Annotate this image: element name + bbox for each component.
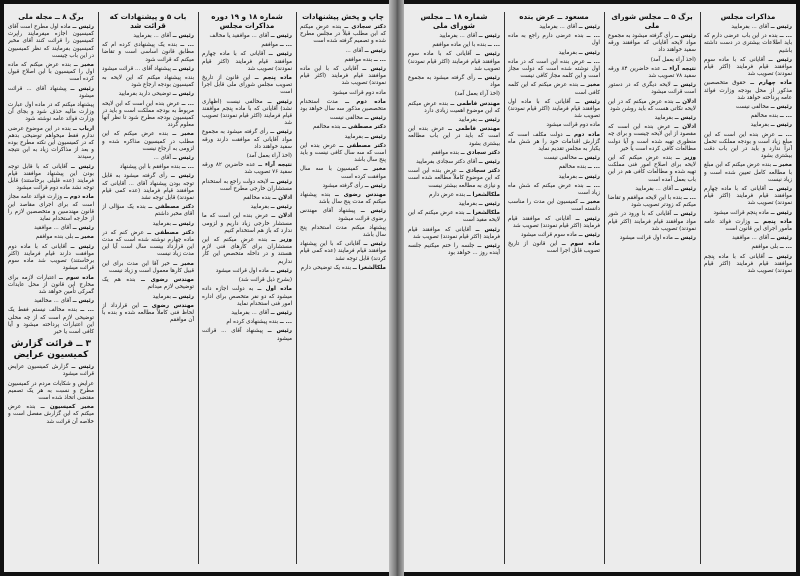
paragraph: (اخذ آراء بعمل آمد)	[650, 56, 696, 63]
speaker-name: رئیس ــ	[575, 215, 600, 222]
speaker-name: رئیس ــ	[770, 104, 792, 111]
speaker-name: رئیس ــ	[270, 309, 292, 316]
paragraph: ماده سوم ــ اعتبارات لازمه برای مخارج این قانون از محل عایدات گمرکی تأمین خواهد شد	[8, 274, 94, 295]
paragraph: ... ــ بنده با این لایحه موافقم و تقاضا میکنم که زودتر تصویب شود	[608, 195, 696, 209]
speaker-name: ... ــ	[587, 164, 600, 171]
speaker-name: دکتر مصطفی ــ	[342, 124, 386, 131]
paragraph: رئیس ــ ماده پنجم قرائت میشود	[713, 209, 792, 216]
paragraph: رئیس ــ آقای ... بفرمایید	[133, 33, 194, 39]
speaker-name: وزیر ــ	[675, 155, 696, 162]
column-rule	[98, 12, 99, 564]
left-page-column-1	[300, 10, 386, 566]
speaker-name: رئیس ــ	[477, 75, 500, 82]
speaker-name: ماده دوم ــ	[63, 194, 94, 201]
paragraph: ... ــ بنده مخالفم	[750, 113, 792, 120]
paragraph: رئیس ــ بفرمایید	[152, 220, 194, 227]
paragraph: رئیس ــ بفرمایید	[654, 115, 696, 122]
paragraph: رئیس ــ گزارش کمیسیون عرایض قرائت میشود	[8, 364, 94, 378]
paragraph: رئیس ــ مخالفی نیست	[329, 115, 386, 122]
column-body	[704, 24, 792, 275]
speaker-name: دکتر مصطفی ــ	[339, 142, 386, 149]
speaker-name: رئیس ــ	[362, 66, 386, 73]
paragraph: ... ــ بنده مخالفم	[558, 164, 600, 171]
speaker-name: رئیس ــ	[267, 98, 292, 105]
speaker-name: ماده دوم ــ	[566, 131, 600, 138]
paragraph: رئیس ــ رأی گرفته میشود به مجموع مواد آقایانی که موافقت دارند ورقه سفید خواهند داد	[202, 129, 292, 150]
paragraph: ماده دوم ــ مدت استخدام متخصصین مذکور سه سال خواهد بود	[300, 98, 386, 113]
paragraph: رئیس ــ آقایانی که با ماده سوم موافقند قیام فرمایند (اکثر قیام نمودند) تصویب شد	[408, 51, 500, 72]
speaker-name: رئیس ــ	[770, 235, 792, 242]
speaker-name: رئیس ــ	[768, 253, 792, 260]
speaker-name: رئیس ــ	[172, 33, 194, 39]
speaker-name: رئیس ــ	[475, 51, 500, 58]
paragraph: رئیس ــ بفرمایید	[458, 201, 500, 208]
paragraph: رئیس ــ آقای ... موافقید	[732, 235, 792, 242]
speaker-name: رئیس ــ	[578, 49, 600, 56]
paragraph: ماده دوم ــ دولت مکلف است که گزارش اقدامات خود را هر شش ماه یکبار به مجلس تقدیم نماید	[508, 131, 600, 153]
paragraph: دکتر مصطفی ــ بنده مخالفم	[313, 124, 386, 131]
paragraph: ... ــ موافقم	[261, 42, 292, 49]
column-body	[608, 33, 696, 242]
column-body	[8, 364, 94, 426]
right-page-column-2	[608, 10, 696, 566]
right-page-column-1	[704, 10, 792, 566]
paragraph: رئیس ــ آقای ...	[345, 47, 386, 54]
right-page	[404, 4, 796, 572]
column-body	[300, 24, 386, 272]
speaker-name: ملکالشعرا ــ	[466, 191, 500, 198]
speaker-name: وزیر ــ	[271, 237, 292, 244]
speaker-name: ماده پنجم ــ	[754, 218, 792, 225]
speaker-name: ادلان ــ	[272, 195, 292, 202]
paragraph: رئیس ــ مخالفی نیست	[543, 155, 600, 162]
paragraph: ماده پنجم ــ این قانون از تاریخ تصویب مجلس شورای ملی قابل اجرا است	[202, 75, 292, 96]
paragraph: پیشنهاد میکنم که در ماده اول عبارت وزارت مالیه حذف شود و بجای آن وزارت فوائد عامه نوشته شود	[8, 102, 94, 123]
speaker-name: مخبر ــ	[173, 260, 194, 267]
speaker-name: رئیس ــ	[72, 24, 94, 30]
paragraph: رئیس ــ آقایانی که با ورود در شور مواد موافقند قیام فرمایند (اکثر قیام نمودند) تصویب شد	[608, 211, 696, 232]
column-body	[102, 33, 194, 324]
speaker-name: مهندس فاطمی ــ	[448, 126, 500, 133]
paragraph: ... ــ بنده در این باب عرضی دارم که باید اطلاعات بیشتری در دست داشته باشیم	[704, 33, 792, 54]
paragraph: مهندس فاطمی ــ عرض بنده این است که باید در این باب مطالعه بیشتری بشود	[408, 126, 500, 147]
speaker-name: رئیس ــ	[71, 364, 94, 371]
paragraph: رئیس ــ رأی گرفته میشود به مجموع مواد	[408, 75, 500, 89]
column-header: مذاکرات مجلس	[720, 12, 776, 21]
paragraph: رئیس ــ آقای ... بفرمایید	[439, 33, 500, 39]
speaker-name: ... ــ	[779, 244, 792, 251]
speaker-name: رئیس ــ	[270, 178, 292, 185]
paragraph: رئیس ــ آقایانی که با ماده چهارم موافقند قیام فرمایند (اکثر قیام نمودند) تصویب شد	[704, 186, 792, 207]
speaker-name: نتیجه آراء ــ	[662, 65, 696, 72]
paragraph: دکتر سجادی ــ عرض بنده این است که این موضوع کاملاً مطالعه شده است و نیازی به مطالعه بیشتر نیست	[408, 168, 500, 189]
speaker-name: رئیس ــ	[364, 115, 386, 122]
speaker-name: رئیس ــ	[364, 47, 386, 54]
paragraph: وزیر ــ بنده عرض میکنم که این لایحه برای اصلاح امور فنی مملکت تهیه شده و مطالعات کافی هم در این باب بعمل آمده است	[608, 155, 696, 183]
paragraph: ماده سوم ــ این قانون از تاریخ تصویب قابل اجرا است	[508, 241, 600, 255]
speaker-name: مخبر ــ	[73, 62, 94, 69]
paragraph: ماده دوم قرائت میشود	[546, 122, 600, 129]
speaker-name: ... ــ	[279, 319, 292, 326]
speaker-name: رئیس ــ	[578, 232, 600, 239]
paragraph: ... ــ بنده عرض میکنم که شش ماه زیاد است	[508, 182, 600, 197]
column-rule	[198, 12, 199, 564]
column-body	[408, 33, 500, 257]
column-header: باب ۵ و پیشنهادات که قرائت شد	[109, 12, 187, 30]
speaker-name: ... ــ	[373, 56, 386, 63]
speaker-name: رئیس ــ	[172, 91, 194, 98]
paragraph: ... ــ بنده مخالف نیستم فقط یک توضیحی لازم است که از چه محلی این اعتبارات پرداخته میشود و آیا کافی است یا خیر	[8, 307, 94, 335]
paragraph: ... ــ عرض بنده این است که این مبلغ زیاد است و بودجه مملکت تحمل آنرا ندارد و باید در این باب دقت بیشتری بشود	[704, 131, 792, 160]
paragraph: رئیس ــ ماده اول قرائت میشود	[619, 235, 696, 242]
paragraph: رئیس ــ توضیحی دارید بفرمایید	[118, 91, 194, 98]
speaker-name: رئیس ــ	[578, 173, 600, 180]
paragraph: ادلان ــ عرض بنده این است که مقصود از این لایحه چیست و برای چه منظوری تهیه شده است و آیا دولت مطالعات کافی کرده است یا خیر	[608, 124, 696, 152]
speaker-name: رئیس ــ	[673, 211, 696, 218]
column-body	[202, 33, 292, 343]
speaker-name: ... ــ	[80, 307, 94, 314]
speaker-name: مخبر ــ	[363, 166, 386, 173]
paragraph: رئیس ــ آقای دکتر سجادی بفرمایید	[416, 159, 500, 166]
paragraph: ... ــ عرض بنده این است که در ماده اول نوشته شده است که دولت مجاز است و این کلمه مجاز کافی نیست	[508, 58, 600, 80]
paragraph: ماده پنجم ــ وزارت فوائد عامه مأمور اجرای این قانون است	[704, 218, 792, 233]
speaker-name: رئیس ــ	[172, 65, 194, 72]
paragraph: رئیس ــ آقایانی که با این ماده موافقند قیام فرمایند (اکثر قیام نمودند) تصویب شد	[300, 66, 386, 87]
speaker-name: ... ــ	[180, 42, 194, 49]
speaker-name: رئیس ــ	[674, 115, 696, 122]
paragraph: ملکالشعرا ــ بنده عرض دارم	[428, 191, 500, 198]
speaker-name: ... ــ	[778, 131, 792, 138]
paragraph: رئیس ــ آقایانی که با ماده دوم موافقت دارند قیام فرمایند (اکثر برخاستند) تصویب شد ماده سوم قرائت میشود	[8, 243, 94, 272]
paragraph: رئیس ــ لایحه دولت راجع به استخدام مستشاران خارجی مطرح است	[202, 178, 292, 192]
paragraph: ... ــ بنده موافقم	[344, 56, 386, 63]
column-header: مسعود ــ عرض بنده	[519, 12, 589, 21]
speaker-name: رئیس ــ	[267, 328, 292, 335]
paragraph: مخبر ــ بنده عرض میکنم که این مبلغ با مطالعه کامل تعیین شده است و زیاد نیست	[704, 162, 792, 183]
paragraph: ملکالشعرا ــ بنده یک توضیحی دارم	[300, 264, 386, 271]
paragraph: ... ــ بلی موافقم	[751, 244, 792, 251]
paragraph: دکتر مصطفی ــ بنده یک سؤالی از آقای مخبر داشتم	[102, 204, 194, 218]
paragraph: رئیس ــ آقای ... بفرمایید	[731, 24, 792, 30]
scan-border-right	[796, 0, 800, 576]
speaker-name: رئیس ــ	[171, 173, 194, 180]
speaker-name: مخبر کمیسیون ــ	[40, 404, 94, 411]
speaker-name: رئیس ــ	[72, 298, 94, 305]
left-page-column-4	[8, 10, 94, 566]
speaker-name: رئیس ــ	[770, 24, 792, 30]
right-page-column-4	[408, 10, 500, 566]
speaker-name: مخبر ــ	[580, 82, 600, 89]
speaker-name: رئیس ــ	[70, 163, 94, 170]
paragraph: رئیس ــ رأی گرفته میشود	[322, 182, 386, 189]
paragraph: بنده پیشنهاد میکنم که این لایحه به کمیسیون بودجه ارجاع شود	[102, 75, 194, 89]
paragraph: ... ــ عرض بنده این است که این لایحه مربوط به بودجه مملکت است و باید در کمیسیون بودجه مطرح شود تا نظر آنها معلوم گردد	[102, 100, 194, 129]
paragraph: رئیس ــ آقایانی که با قابل توجه بودن این پیشنهاد موافقند قیام فرمایند (عده قلیلی برخاستند) قابل توجه نشد ماده دوم قرائت میشود	[8, 163, 94, 192]
paragraph: رئیس ــ لایحه دیگری که در دستور است قرائت میشود	[608, 82, 696, 96]
paragraph: رئیس ــ بفرمایید	[558, 173, 600, 180]
speaker-name: ادلان ــ	[271, 213, 292, 220]
paragraph: نتیجه آراء ــ عده حاضرین ۸۴ ورقه سفید ۷۸ تصویب شد	[608, 65, 696, 80]
paragraph: رئیس ــ بفرمایید	[458, 117, 500, 124]
paragraph: وزیر ــ بنده عرض میکنم که این مستشاران برای کارهای فنی لازم هستند و در داخله متخصص این کار نداریم	[202, 237, 292, 265]
speaker-name: ... ــ	[779, 33, 792, 40]
left-page-column-3	[102, 10, 194, 566]
column-header: شماره ۱۸ ــ مجلس شورای ملی	[420, 12, 488, 30]
speaker-name: رئیس ــ	[70, 243, 94, 250]
speaker-name: رئیس ــ	[363, 241, 386, 248]
paragraph: رئیس ــ بفرمایید	[250, 204, 292, 211]
speaker-name: ماده چهارم ــ	[750, 80, 792, 87]
column-header: برگ ۸ ــ مجله ملی	[18, 12, 84, 21]
paragraph: رئیس ــ پیشنهاد آقای مهندس رضوی قرائت میشود	[300, 208, 386, 222]
speaker-name: رئیس ــ	[578, 24, 600, 30]
paragraph: رئیس ــ پیشنهاد آقای ... قرائت میشود	[8, 85, 94, 99]
column-header: برگ ۵ ــ مجلس شورای ملی	[611, 12, 693, 30]
speaker-name: رئیس ــ	[270, 267, 292, 274]
speaker-name: ... ــ	[587, 58, 600, 65]
paragraph: رئیس ــ ماده اول قرائت میشود	[215, 267, 292, 274]
paragraph: رئیس ــ پیشنهاد آقای ... قرائت میشود	[102, 65, 194, 72]
paragraph: ... ــ بنده با این ماده موافقم	[432, 42, 500, 49]
paragraph: ماده دوم قرائت میشود	[332, 89, 386, 96]
speaker-name: رئیس ــ	[478, 159, 500, 166]
speaker-name: رئیس ــ	[478, 33, 500, 39]
paragraph: ... ــ بنده یک پیشنهادی کرده ام که مطابق قانون اساسی است و تقاضا میکنم که قرائت شود	[102, 42, 194, 63]
column-body	[508, 24, 600, 256]
speaker-name: رئیس ــ	[674, 33, 696, 39]
speaker-name: رئیس ــ	[478, 117, 500, 124]
paragraph: رئیس ــ جلسه را ختم میکنیم جلسه آینده روز ... خواهد بود	[408, 243, 500, 257]
speaker-name: دکتر سجادی ــ	[344, 24, 386, 30]
paragraph: رئیس ــ آقایانی که موافقند قیام فرمایند (اکثر قیام نمودند) تصویب شد	[408, 226, 500, 240]
speaker-name: ادلان ــ	[675, 98, 696, 105]
speaker-name: مهندس رضوی ــ	[143, 302, 194, 309]
paragraph: رئیس ــ آقایانی که با ماده چهارم موافقند قیام فرمایند (اکثر قیام نمودند) تصویب شد	[202, 51, 292, 72]
paragraph: رئیس ــ آقای ... بفرمایید	[635, 185, 696, 192]
paragraph: مهندس فاطمی ــ بنده عرض میکنم که این موضوع اهمیت زیادی دارد	[408, 100, 500, 114]
paragraph: رئیس ــ آقایانی که با ماده اول موافقند قیام فرمایند (اکثر قیام نمودند) تصویب شد	[508, 98, 600, 120]
paragraph: ماده چهارم ــ حقوق متخصصین مذکور از محل بودجه وزارت فوائد عامه پرداخته خواهد شد	[704, 80, 792, 101]
paragraph: مخبر ــ کمیسیون با سه سال موافقت کرده است	[300, 166, 386, 180]
paragraph: رئیس ــ مخالفی نیست (اظهاری نشد) آقایانی که با ماده پنجم موافقند قیام فرمایند (اکثر قیام نمودند) تصویب شد	[202, 98, 292, 127]
speaker-name: ماده پنجم ــ	[254, 75, 292, 82]
column-body	[8, 24, 94, 336]
speaker-name: ماده سوم ــ	[58, 274, 94, 281]
paragraph: ملکالشعرا ــ بنده عرض میکنم که این لایحه مفید است	[408, 210, 500, 224]
speaker-name: رئیس ــ	[70, 85, 94, 92]
paragraph: رئیس ــ بفرمایید	[152, 293, 194, 300]
speaker-name: مهندس رضوی ــ	[335, 192, 386, 199]
paragraph: مخبر ــ بنده عرض میکنم که ماده اول را کمیسیون با این اصلاح قبول کرده است	[8, 62, 94, 83]
paragraph: دکتر مصطفی ــ عرض بنده این است که سه سال کافی نیست و باید پنج سال باشد	[300, 142, 386, 164]
speaker-name: ادلان ــ	[674, 124, 696, 131]
paragraph: پیشنهاد میکنم مدت استخدام پنج سال باشد	[300, 224, 386, 239]
speaker-name: رئیس ــ	[172, 220, 194, 227]
paragraph: رئیس ــ مخالفی نیست	[735, 104, 792, 111]
paragraph: رئیس ــ بفرمایید	[750, 122, 792, 129]
book-gutter	[389, 0, 404, 576]
paragraph: مخبر ــ کمیسیون این مدت را مناسب دانسته است	[508, 199, 600, 213]
column-rule	[700, 12, 701, 564]
paragraph: رئیس ــ پیشنهاد آقای ... قرائت میشود	[202, 328, 292, 342]
speaker-name: ماده اول ــ	[257, 286, 292, 293]
paragraph: رئیس ــ آقایانی که با ماده پنجم موافقند قیام فرمایند (اکثر قیام نمودند) تصویب شد	[704, 253, 792, 275]
column-header: چاپ و پخش پیشنهادات	[302, 12, 384, 21]
speaker-name: دکتر سجادی ــ	[460, 149, 500, 156]
speaker-name: دکتر مصطفی ــ	[148, 204, 194, 211]
paragraph: رئیس ــ آقایانی که موافقند قیام فرمایند (اکثر قیام نمودند) تصویب شد	[508, 215, 600, 229]
paragraph: مخبر ــ بنده عرض میکنم که این کلمه کافی است	[508, 82, 600, 96]
speaker-name: رئیس ــ	[172, 155, 194, 162]
speaker-name: ماده دوم ــ	[345, 98, 386, 105]
paragraph: مخبر کمیسیون ــ بنده عرض میکنم که این گزارش مفصل است و خلاصه آن قرائت شد	[8, 404, 94, 425]
speaker-name: مهندس رضوی ــ	[141, 277, 194, 284]
paragraph: مخبر ــ خیر آقا این مدت برای این قبیل کارها معمول است و زیاد نیست	[102, 260, 194, 274]
paragraph: مخبر ــ بلی بنده موافقم	[35, 234, 94, 241]
paragraph: دکتر مصطفی ــ عرض کنم که در ماده چهارم نوشته شده است که مدت این قرارداد بیست سال است آیا این مدت زیاد نیست	[102, 229, 194, 258]
speaker-name: رئیس ــ	[477, 243, 500, 250]
column-rule	[504, 12, 505, 564]
speaker-name: رئیس ــ	[475, 226, 500, 233]
paragraph: ماده اول ــ به دولت اجازه داده میشود که دو نفر متخصص برای اداره امور فنی استخدام نماید	[202, 286, 292, 307]
paragraph: رئیس ــ آقایانی که با این پیشنهاد موافقند قیام فرمایند (عده کمی قیام کردند) قابل توجه نشد	[300, 241, 386, 262]
paragraph: مخبر ــ بنده عرض میکنم که این مطلب در کمیسیون مذاکره شده و لزومی به ارجاع نیست	[102, 131, 194, 152]
column-rule	[604, 12, 605, 564]
speaker-name: ملکالشعرا ــ	[466, 210, 500, 217]
paragraph: ادلان ــ عرض بنده این است که ما مستشار خارجی زیاد داریم و لزومی ندارد که باز هم استخدام کنیم	[202, 213, 292, 234]
speaker-name: مهندس فاطمی ــ	[450, 100, 500, 107]
speaker-name: ... ــ	[683, 195, 696, 202]
paragraph: رئیس ــ آقای ... بفرمایید	[231, 309, 292, 316]
speaker-name: رئیس ــ	[578, 155, 600, 162]
section-heading: ۳ ــ قرائت گزارش کمیسیون عرایض	[10, 339, 92, 361]
speaker-name: رئیس ــ	[575, 98, 600, 105]
paragraph: ماده دوم ــ وزارت فوائد عامه مجاز است که برای اجرای مقاصد این قانون مهندسین و متخصصین لازم را از خارجه استخدام نماید	[8, 194, 94, 223]
paragraph: رئیس ــ رأی گرفته میشود به قابل توجه بودن پیشنهاد آقای ... آقایانی که موافقند قیام فرمایند (عده کمی قیام نمودند) قابل توجه نشد	[102, 173, 194, 202]
speaker-name: رئیس ــ	[270, 33, 292, 39]
paragraph: رئیس ــ آقای ... موافقید یا مخالف	[209, 33, 292, 39]
speaker-name: دکتر سجادی ــ	[459, 168, 500, 175]
paragraph: (اخذ آراء بعمل آمد)	[246, 153, 292, 160]
speaker-name: ... ــ	[181, 164, 194, 171]
paragraph: نتیجه آراء ــ عده حاضرین ۸۲ ورقه سفید ۷۶ تصویب شد	[202, 162, 292, 176]
paragraph: رئیس ــ بفرمایید	[558, 49, 600, 56]
paragraph: ارباب ــ بنده در این موضوع عرضی ندارم فقط میخواهم توضیحی بدهم که در کمیسیون این نکته مطرح بوده و بعد از مذاکرات زیاد به این نتیجه رسیدند	[8, 125, 94, 161]
paragraph: رئیس ــ آقای ...	[153, 155, 194, 162]
right-page-column-3	[508, 10, 600, 566]
speaker-name: رئیس ــ	[270, 129, 292, 136]
speaker-name: رئیس ــ	[770, 209, 792, 216]
speaker-name: رئیس ــ	[72, 225, 94, 232]
speaker-name: ماده سوم ــ	[561, 241, 600, 248]
speaker-name: رئیس ــ	[673, 82, 696, 89]
column-header: شماره ۱۸ و ۱۹ دوره مذاکرات مجلس	[211, 12, 283, 30]
speaker-name: ... ــ	[586, 33, 600, 40]
paragraph: ... ــ بنده پیشنهادی کرده ام	[226, 319, 292, 326]
speaker-name: دکتر مصطفی ــ	[147, 229, 194, 236]
paragraph: ادلان ــ بنده مخالفم	[243, 195, 292, 202]
speaker-name: رئیس ــ	[768, 56, 792, 63]
speaker-name: رئیس ــ	[360, 208, 386, 215]
speaker-name: رئیس ــ	[268, 51, 292, 58]
paragraph: رئیس ــ آقای ... مخالفید	[34, 298, 94, 305]
paragraph: رئیس ــ ماده سوم قرائت میشود	[521, 232, 600, 239]
speaker-name: رئیس ــ	[364, 133, 386, 140]
paragraph: ادلان ــ بنده عرض میکنم که در این لایحه نکاتی هست که باید روشن شود	[608, 98, 696, 112]
speaker-name: رئیس ــ	[674, 235, 696, 242]
left-page-column-2	[202, 10, 292, 566]
paragraph: رئیس ــ بفرمایید	[344, 133, 386, 140]
speaker-name: رئیس ــ	[172, 293, 194, 300]
speaker-name: مخبر ــ	[580, 199, 600, 206]
paragraph: رئیس ــ آقای ... بفرمایید	[539, 24, 600, 30]
speaker-name: ... ــ	[181, 100, 194, 107]
speaker-name: ... ــ	[586, 182, 600, 189]
speaker-name: رئیس ــ	[769, 186, 792, 193]
paragraph: مهندس رضوی ــ این قرارداد از لحاظ فنی کاملاً مطالعه شده و بنده با آن موافقم	[102, 302, 194, 324]
paragraph: عرایض و شکایات مردم در کمیسیون مطرح و نسبت به هر یک تصمیم مقتضی اتخاذ شده است	[8, 380, 94, 401]
speaker-name: ارباب ــ	[72, 125, 94, 132]
speaker-name: مخبر ــ	[74, 234, 94, 241]
speaker-name: ... ــ	[487, 42, 500, 49]
paragraph: ... ــ بنده موافقم با این پیشنهاد	[119, 164, 194, 171]
paragraph: رئیس ــ آقایانی که با ماده سوم موافقند قیام فرمایند (اکثر قیام نمودند) تصویب شد	[704, 56, 792, 78]
paragraph: (بشرح ذیل قرائت شد)	[238, 277, 292, 284]
paragraph: (اخذ آراء بعمل آمد)	[454, 91, 500, 98]
paragraph: ... ــ بنده عرضی دارم راجع به ماده اول	[508, 33, 600, 47]
speaker-name: ... ــ	[279, 42, 292, 49]
speaker-name: مخبر ــ	[172, 131, 194, 138]
paragraph: مهندس رضوی ــ بنده پیشنهاد میکنم که مدت پنج سال باشد	[300, 192, 386, 206]
speaker-name: نتیجه آراء ــ	[258, 162, 292, 169]
speaker-name: رئیس ــ	[364, 182, 386, 189]
paragraph: رئیس ــ رأی گرفته میشود به مجموع مواد لایحه آقایانی که موافقند ورقه سفید خواهند داد	[608, 33, 696, 54]
paragraph: دکتر سجادی ــ بنده موافقم	[431, 149, 500, 156]
speaker-name: رئیس ــ	[674, 185, 696, 192]
column-rule	[296, 12, 297, 564]
speaker-name: رئیس ــ	[270, 204, 292, 211]
speaker-name: مخبر ــ	[772, 162, 792, 169]
speaker-name: ... ــ	[779, 113, 792, 120]
speaker-name: رئیس ــ	[478, 201, 500, 208]
paragraph: دکتر سجادی ــ بنده عرض میکنم که این مطلب قبلاً در مجلس مطرح شده و تصمیم گرفته شده است	[300, 24, 386, 45]
paragraph: مهندس رضوی ــ بنده هم یک توضیحی لازم میدانم	[102, 277, 194, 291]
speaker-name: رئیس ــ	[770, 122, 792, 129]
paragraph: رئیس ــ آقای ... موافقید	[34, 225, 94, 232]
paragraph: رئیس ــ ماده اول مطرح است آقای کمیسیون اجازه میفرمایند راپرت کمیسیون را قرائت کنند آقای مخبر کمیسیون بفرمایند که نظر کمیسیون در این باب چیست	[8, 24, 94, 59]
left-page	[4, 4, 389, 572]
speaker-name: ملکالشعرا ــ	[352, 264, 386, 271]
